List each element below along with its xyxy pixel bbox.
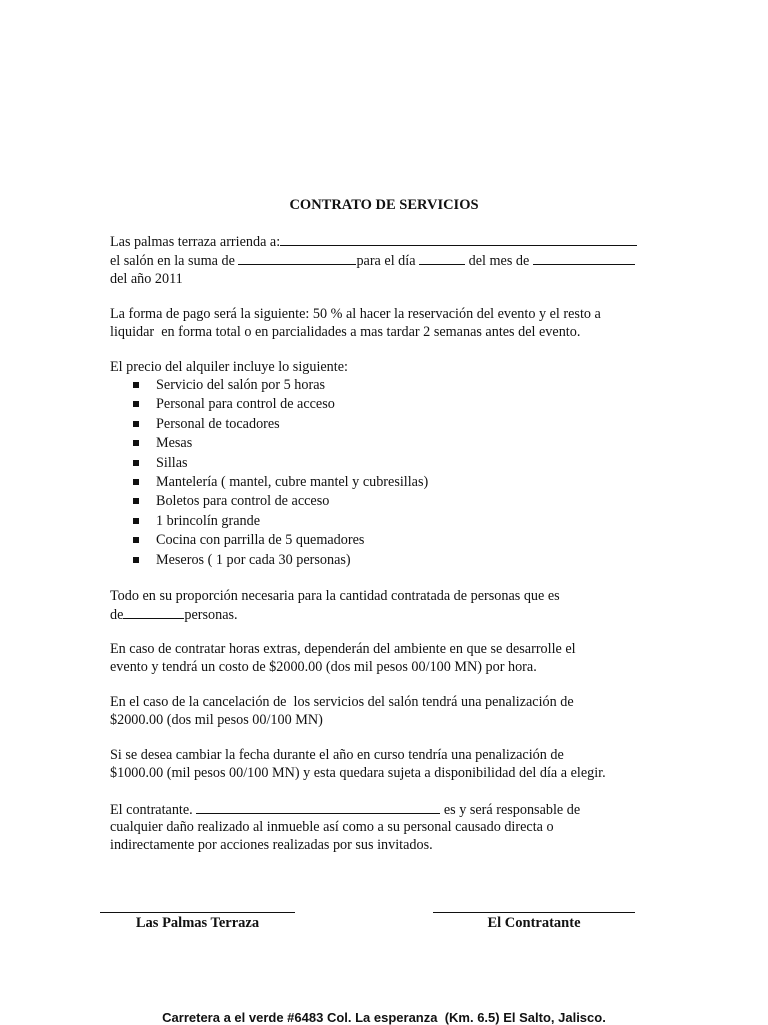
list-item-text: 1 brincolín grande <box>156 512 261 529</box>
contractor-line-3: indirectamente por acciones realizadas por sus invitados. <box>110 837 433 853</box>
cancellation-line-2: $2000.00 (dos mil pesos 00/100 MN) <box>110 712 323 728</box>
list-item <box>110 492 428 511</box>
contractor-text-1b: es y será responsable de <box>440 802 581 818</box>
list-item <box>110 415 428 434</box>
bullet-icon <box>133 440 139 446</box>
list-item <box>110 454 428 473</box>
intro-text-2c: del mes de <box>465 253 533 269</box>
cancellation-line-1: En el caso de la cancelación de los servicios del salón tendrá una penalización de <box>110 694 574 710</box>
intro-text-2a: el salón en la suma de <box>110 253 239 269</box>
proportion-text-2a: de <box>110 607 124 623</box>
bullet-icon <box>133 498 139 504</box>
includes-list <box>110 376 428 570</box>
bullet-icon <box>133 537 139 543</box>
contractor-line-1 <box>110 800 580 820</box>
intro-line-1 <box>110 232 637 252</box>
bullet-icon <box>133 401 139 407</box>
document-title: CONTRATO DE SERVICIOS <box>289 197 479 213</box>
date-change-line-2: $1000.00 (mil pesos 00/100 MN) y esta quedara sujeta a disponibilidad del día a elegir. <box>110 765 606 781</box>
intro-text-2b: para el día <box>356 253 420 269</box>
client-name-blank <box>280 232 637 246</box>
day-blank <box>419 251 465 265</box>
signature-line-right <box>433 912 635 913</box>
list-item <box>110 551 428 570</box>
signature-line-left <box>100 912 295 913</box>
signature-label-left: Las Palmas Terraza <box>135 915 260 931</box>
list-item <box>110 531 428 550</box>
bullet-icon <box>133 557 139 563</box>
proportion-line-2 <box>110 605 238 625</box>
list-item <box>110 395 428 414</box>
bullet-icon <box>133 382 139 388</box>
contractor-line-2: cualquier daño realizado al inmueble así como a su personal causado directa o <box>110 819 554 835</box>
extra-hours-line-1: En caso de contratar horas extras, dependerán del ambiente en que se desarrolle el <box>110 641 576 657</box>
list-item-text: Mantelería ( mantel, cubre mantel y cubresillas) <box>156 473 429 490</box>
extra-hours-line-2: evento y tendrá un costo de $2000.00 (dos mil pesos 00/100 MN) por hora. <box>110 659 537 675</box>
list-item-text: Sillas <box>156 454 188 471</box>
contractor-name-blank <box>196 800 440 814</box>
list-item-text: Servicio del salón por 5 horas <box>156 377 326 393</box>
amount-blank <box>238 251 356 265</box>
contractor-text-1a: El contratante. <box>110 802 197 818</box>
includes-heading: El precio del alquiler incluye lo siguiente: <box>110 359 348 375</box>
proportion-line-1: Todo en su proporción necesaria para la cantidad contratada de personas que es <box>110 588 560 604</box>
date-change-line-1: Si se desea cambiar la fecha durante el año en curso tendría una penalización de <box>110 747 564 763</box>
list-item-text: Personal para control de acceso <box>156 396 335 413</box>
list-item-text: Personal de tocadores <box>156 415 280 432</box>
intro-text-1: Las palmas terraza arrienda a: <box>110 234 281 250</box>
list-item <box>110 434 428 453</box>
people-count-blank <box>123 605 184 619</box>
payment-line-2: liquidar en forma total o en parcialidades a mas tardar 2 semanas antes del evento. <box>110 324 581 340</box>
payment-line-1: La forma de pago será la siguiente: 50 % al hacer la reservación del evento y el resto a <box>110 306 601 322</box>
list-item-text: Mesas <box>156 435 193 452</box>
bullet-icon <box>133 479 139 485</box>
footer-address: Carretera a el verde #6483 Col. La esperanza (Km. 6.5) El Salto, Jalisco. <box>162 1010 606 1025</box>
list-item <box>110 473 428 492</box>
list-item-text: Cocina con parrilla de 5 quemadores <box>156 532 365 549</box>
list-item-text: Boletos para control de acceso <box>156 493 330 510</box>
bullet-icon <box>133 421 139 427</box>
list-item-text: Meseros ( 1 por cada 30 personas) <box>156 551 351 568</box>
list-item <box>110 376 428 395</box>
intro-line-3: del año 2011 <box>110 271 183 287</box>
bullet-icon <box>133 460 139 466</box>
month-blank <box>533 251 635 265</box>
proportion-text-2b: personas. <box>184 607 238 623</box>
list-item <box>110 512 428 531</box>
signature-label-right: El Contratante <box>487 915 581 931</box>
intro-line-2 <box>110 251 635 271</box>
bullet-icon <box>133 518 139 524</box>
